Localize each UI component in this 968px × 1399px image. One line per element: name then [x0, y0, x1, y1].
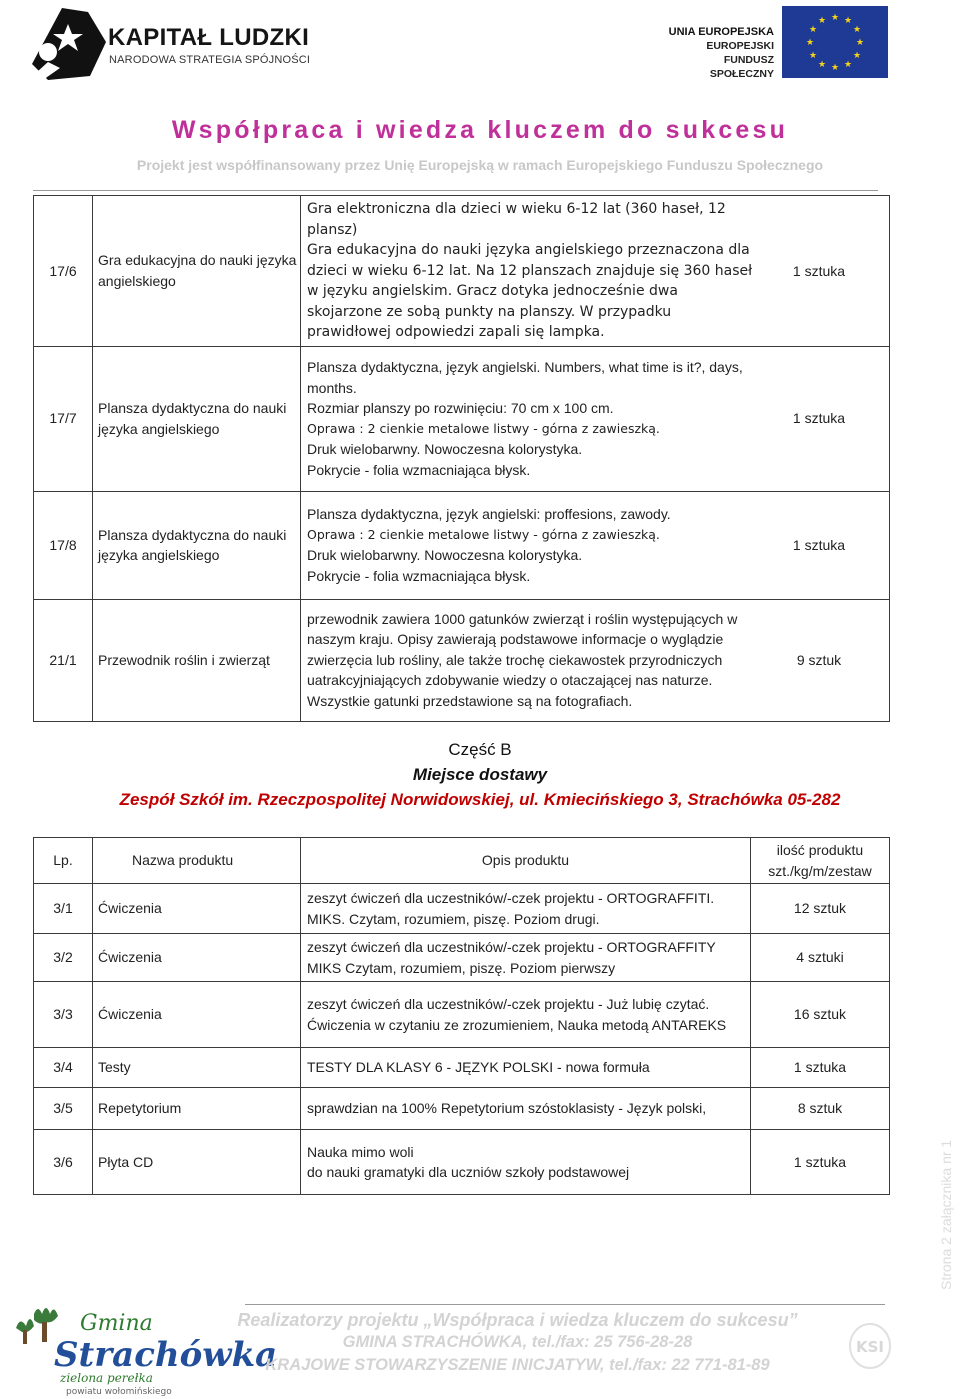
row-number: 3/2 — [34, 934, 93, 982]
product-description: zeszyt ćwiczeń dla uczestników/-czek projektu - ORTOGRAFFITI. MIKS. Czytam, rozumiem, piszę. Poziom drugi. — [301, 884, 751, 934]
products-table-b — [33, 837, 890, 1195]
svg-text:★: ★ — [808, 51, 818, 61]
table-row — [34, 934, 890, 982]
table-header-row — [34, 838, 890, 884]
logo-gmina: Gmina — [80, 1311, 153, 1336]
product-quantity: 1 sztuka — [751, 1048, 890, 1088]
product-name: Ćwiczenia — [93, 982, 301, 1048]
kapital-ludzki-title: KAPITAŁ LUDZKI — [108, 24, 310, 51]
header-description: Opis produktu — [301, 838, 751, 884]
product-quantity: 1 sztuka — [792, 410, 846, 427]
table-row — [34, 982, 890, 1048]
ue-line-2: EUROPEJSKI — [706, 40, 774, 52]
svg-text:★: ★ — [805, 38, 815, 48]
product-description — [301, 491, 890, 599]
description-line: Pokrycie - folia wzmacniająca błysk. — [307, 567, 531, 584]
logo-town: Strachówka — [54, 1335, 278, 1375]
description-line: Nauka mimo woli — [307, 1143, 414, 1160]
svg-text:★: ★ — [817, 16, 827, 26]
table-row — [34, 1130, 890, 1195]
products-table-a — [33, 195, 890, 722]
product-quantity: 1 sztuka — [792, 262, 846, 279]
product-name: Ćwiczenia — [93, 884, 301, 934]
product-name: Gra edukacyjna do nauki języka angielskiego — [93, 196, 301, 347]
header-lp: Lp. — [34, 838, 93, 884]
row-number: 17/7 — [34, 346, 93, 491]
description-line: Pokrycie - folia wzmacniająca błysk. — [307, 461, 531, 478]
ue-text-block — [662, 25, 774, 81]
description-line: Rozmiar planszy po rozwinięciu: 70 cm x 100 cm. — [307, 400, 614, 416]
row-number: 3/4 — [34, 1048, 93, 1088]
svg-text:★: ★ — [852, 25, 862, 35]
row-number: 17/6 — [34, 196, 93, 347]
product-quantity: 1 sztuka — [751, 1130, 890, 1195]
svg-text:★: ★ — [855, 38, 865, 48]
description-line: Druk wielobarwny. Nowoczesna kolorystyka. — [307, 441, 583, 457]
row-number: 21/1 — [34, 599, 93, 721]
product-name: Płyta CD — [93, 1130, 301, 1195]
logo-tagline-2: powiatu wołomińskiego — [66, 1387, 172, 1397]
svg-text:★: ★ — [843, 16, 853, 26]
svg-text:★: ★ — [843, 60, 853, 70]
footer-divider — [245, 1304, 885, 1305]
product-quantity: 8 sztuk — [751, 1088, 890, 1130]
product-description — [301, 346, 890, 491]
part-heading: Część B — [448, 740, 512, 759]
product-description: zeszyt ćwiczeń dla uczestników/-czek projektu - Już lubię czytać. Ćwiczenia w czytaniu ze zrozumieniem, Nauka metodą ANTAREKS — [301, 982, 751, 1048]
product-name: Plansza dydaktyczna do nauki języka angielskiego — [93, 346, 301, 491]
description-line: do nauki gramatyki dla uczniów szkoły podstawowej — [307, 1164, 630, 1180]
gmina-strachowka-logo — [8, 1300, 278, 1397]
product-quantity: 9 sztuk — [796, 651, 842, 668]
kapital-ludzki-logo — [18, 2, 106, 82]
project-subtitle: Projekt jest współfinansowany przez Unię Europejską w ramach Europejskiego Funduszu Społecznego — [136, 157, 824, 173]
table-row — [34, 491, 890, 599]
row-number: 3/6 — [34, 1130, 93, 1195]
product-name: Repetytorium — [93, 1088, 301, 1130]
product-quantity: 4 sztuki — [751, 934, 890, 982]
product-name: Plansza dydaktyczna do nauki języka angielskiego — [93, 491, 301, 599]
ksi-logo-text: KSI — [855, 1338, 885, 1356]
description-line: Gra elektroniczna dla dzieci w wieku 6-12 lat (360 haseł, 12 plansz) — [307, 201, 726, 238]
description-line: przewodnik zawiera 1000 gatunków zwierząt i roślin występujących w naszym kraju. Opisy zawierają podstawowe informacje o wyglądzie zwierzęcia lub rośliny, ale także trochę ciekawostek przyrodniczych uatrakcyjniających zdobywanie wiedzy o otaczającej nas naturze. Wszystkie gatunki przedstawione są na fotografiach. — [307, 610, 738, 709]
table-row — [34, 346, 890, 491]
svg-text:★: ★ — [830, 13, 840, 23]
row-number: 3/1 — [34, 884, 93, 934]
product-description — [301, 599, 890, 721]
table-row — [34, 599, 890, 721]
row-number: 17/8 — [34, 491, 93, 599]
eu-flag-icon — [782, 6, 888, 78]
description-line: Oprawa : 2 cienkie metalowe listwy - górna z zawieszką. — [307, 526, 660, 542]
description-line: Gra edukacyjna do nauki języka angielskiego przeznaczona dla dzieci w wieku 6-12 lat. Na 12 planszach znajduje się 360 haseł w języku angielskim. Gracz dotyka jednocześnie dwa skojarzone ze sobą punkty na planszy. W przypadku prawidłowej odpowiedzi zapali się lampka. — [307, 242, 753, 340]
row-number: 3/3 — [34, 982, 93, 1048]
project-title: Współpraca i wiedza kluczem do sukcesu — [171, 116, 789, 144]
row-number: 3/5 — [34, 1088, 93, 1130]
product-description: TESTY DLA KLASY 6 - JĘZYK POLSKI - nowa formuła — [301, 1048, 751, 1088]
ue-line-3: FUNDUSZ SPOŁECZNY — [709, 54, 774, 80]
table-row — [34, 196, 890, 347]
header-quantity: ilość produktu szt./kg/m/zestaw — [751, 838, 890, 884]
delivery-address: Zespół Szkół im. Rzeczpospolitej Norwidowskiej, ul. Kmiecińskiego 3, Strachówka 05-282 — [119, 790, 841, 809]
product-name: Przewodnik roślin i zwierząt — [93, 599, 301, 721]
footer-line-3: KRAJOWE STOWARZYSZENIE INICJATYW, tel./fax: 22 771-81-89 — [265, 1356, 770, 1374]
product-description — [301, 1130, 751, 1195]
table-row — [34, 1088, 890, 1130]
footer-line-1: Realizatorzy projektu „Współpraca i wiedza kluczem do sukcesu” — [237, 1310, 798, 1330]
svg-text:★: ★ — [808, 25, 818, 35]
product-description: sprawdzian na 100% Repetytorium szóstoklasisty - Język polski, — [301, 1088, 751, 1130]
ksi-logo — [848, 1320, 892, 1372]
product-quantity: 12 sztuk — [751, 884, 890, 934]
product-description — [301, 196, 890, 347]
svg-text:★: ★ — [817, 60, 827, 70]
product-quantity: 1 sztuka — [792, 536, 846, 553]
table-row — [34, 884, 890, 934]
logo-tagline-1: zielona perełka — [60, 1371, 153, 1385]
delivery-place-label: Miejsce dostawy — [412, 765, 548, 784]
description-line: Plansza dydaktyczna, język angielski. Numbers, what time is it?, days, months. — [307, 359, 743, 396]
page-annotation-text: Strona 2 załącznika nr 1 — [938, 1139, 954, 1290]
ue-line-1: UNIA EUROPEJSKA — [668, 26, 774, 38]
product-quantity: 16 sztuk — [751, 982, 890, 1048]
product-description: zeszyt ćwiczeń dla uczestników/-czek projektu - ORTOGRAFFITY MIKS Czytam, rozumiem, piszę. Poziom pierwszy — [301, 934, 751, 982]
header-divider — [33, 190, 878, 191]
kapital-ludzki-subtitle: NARODOWA STRATEGIA SPÓJNOŚCI — [109, 54, 311, 66]
page-annotation — [938, 1139, 968, 1320]
table-row — [34, 1048, 890, 1088]
description-line: Oprawa : 2 cienkie metalowe listwy - górna z zawieszką. — [307, 420, 660, 436]
product-name: Testy — [93, 1048, 301, 1088]
svg-text:★: ★ — [852, 51, 862, 61]
description-line: Druk wielobarwny. Nowoczesna kolorystyka. — [307, 547, 583, 563]
description-line: Plansza dydaktyczna, język angielski: proffesions, zawody. — [307, 506, 671, 522]
product-name: Ćwiczenia — [93, 934, 301, 982]
svg-text:★: ★ — [830, 63, 840, 73]
footer-line-2: GMINA STRACHÓWKA, tel./fax: 25 756-28-28 — [342, 1333, 693, 1351]
header-name: Nazwa produktu — [93, 838, 301, 884]
